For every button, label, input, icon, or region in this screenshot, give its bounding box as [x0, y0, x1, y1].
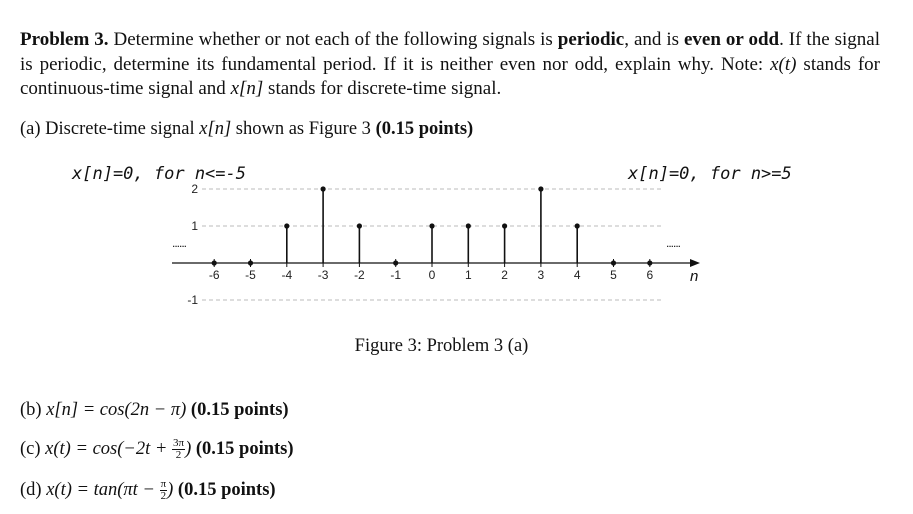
x-tick-label: 3 [537, 268, 545, 282]
part-d-points: (0.15 points) [177, 479, 276, 500]
part-c-expr: x(t) = cos(−2t + [45, 438, 173, 459]
problem-text-4: stands for continuous-time signal and [20, 53, 881, 99]
stem-point [538, 186, 543, 191]
x-tick-label: 6 [646, 268, 654, 282]
x-tick-label: -4 [281, 268, 293, 282]
x-tick-label: 0 [428, 268, 436, 282]
part-b-points: (0.15 points) [190, 400, 289, 420]
part-d [20, 479, 276, 502]
stem-point [466, 223, 471, 228]
part-d-label: (d) [20, 479, 47, 500]
part-d-expr: x(t) = tan(πt − [46, 479, 160, 500]
stem-point [393, 260, 398, 265]
stem-point [248, 260, 253, 265]
x-tick-label: 4 [573, 268, 581, 282]
stem-point [575, 223, 580, 228]
problem-label: Problem 3. [20, 29, 109, 50]
x-axis-arrow [690, 259, 700, 267]
stem-point [611, 260, 616, 265]
part-c-frac-den: 2 [175, 449, 182, 461]
part-c-label: (c) [20, 438, 46, 459]
part-d-frac-num: π [160, 478, 167, 490]
stem-point [284, 223, 289, 228]
part-b [20, 400, 289, 421]
x-tick-label: 5 [610, 268, 617, 282]
part-b-expr: x[n] = cos(2n − π) [46, 400, 191, 420]
part-c-expr-end: ) [185, 438, 196, 459]
stem-point [647, 260, 652, 265]
problem-text-3: . If the signal is periodic, determine its fundamental period. If it is neither even nor odd, explain why. Note: [20, 29, 880, 75]
part-a-text: shown as Figure 3 [231, 119, 376, 139]
ellipsis-left: ...... [172, 236, 187, 250]
problem-text-5: stands for discrete-time signal. [263, 78, 502, 99]
figure-caption: Figure 3: Problem 3 (a) [354, 336, 529, 356]
stem-point [357, 223, 362, 228]
condition-right: x[n]=0, for n>=5 [628, 164, 792, 184]
part-b-label: (b) [20, 400, 47, 420]
part-c-fraction [172, 438, 185, 461]
part-a-points: (0.15 points) [375, 119, 474, 139]
condition-left: x[n]=0, for n<=-5 [72, 164, 246, 184]
symbol-xn: x[n] [230, 78, 264, 99]
part-c-frac-num: 3π [173, 437, 185, 449]
x-tick-label: 2 [501, 268, 508, 282]
part-d-frac-den: 2 [160, 490, 167, 502]
stem-point [429, 223, 434, 228]
part-c-points: (0.15 points) [195, 438, 294, 459]
x-tick-label: -2 [354, 268, 365, 282]
x-tick-label: -1 [390, 268, 402, 282]
x-tick-label: -6 [208, 268, 220, 282]
part-d-fraction [160, 479, 168, 502]
y-tick-label: 1 [191, 219, 198, 233]
stem-point [212, 260, 217, 265]
y-tick-label: -1 [187, 293, 198, 307]
x-axis-label: n [690, 268, 699, 285]
x-tick-label: 1 [464, 268, 472, 282]
ellipsis-right: ...... [666, 236, 681, 250]
part-a-label: (a) Discrete-time signal [20, 119, 200, 139]
y-tick-label: 2 [191, 182, 198, 196]
problem-text-2: , and is [624, 29, 684, 50]
keyword-periodic: periodic [557, 29, 625, 50]
x-tick-label: -5 [245, 268, 256, 282]
x-tick-label: -3 [317, 268, 329, 282]
part-a-signal: x[n] [199, 119, 232, 139]
keyword-even-odd: even or odd [684, 29, 780, 50]
part-c [20, 438, 294, 461]
stem-point [321, 186, 326, 191]
part-d-expr-end: ) [167, 479, 178, 500]
stem-point [502, 223, 507, 228]
problem-text-1: Determine whether or not each of the following signals is [108, 29, 558, 50]
symbol-xt: x(t) [770, 53, 797, 75]
